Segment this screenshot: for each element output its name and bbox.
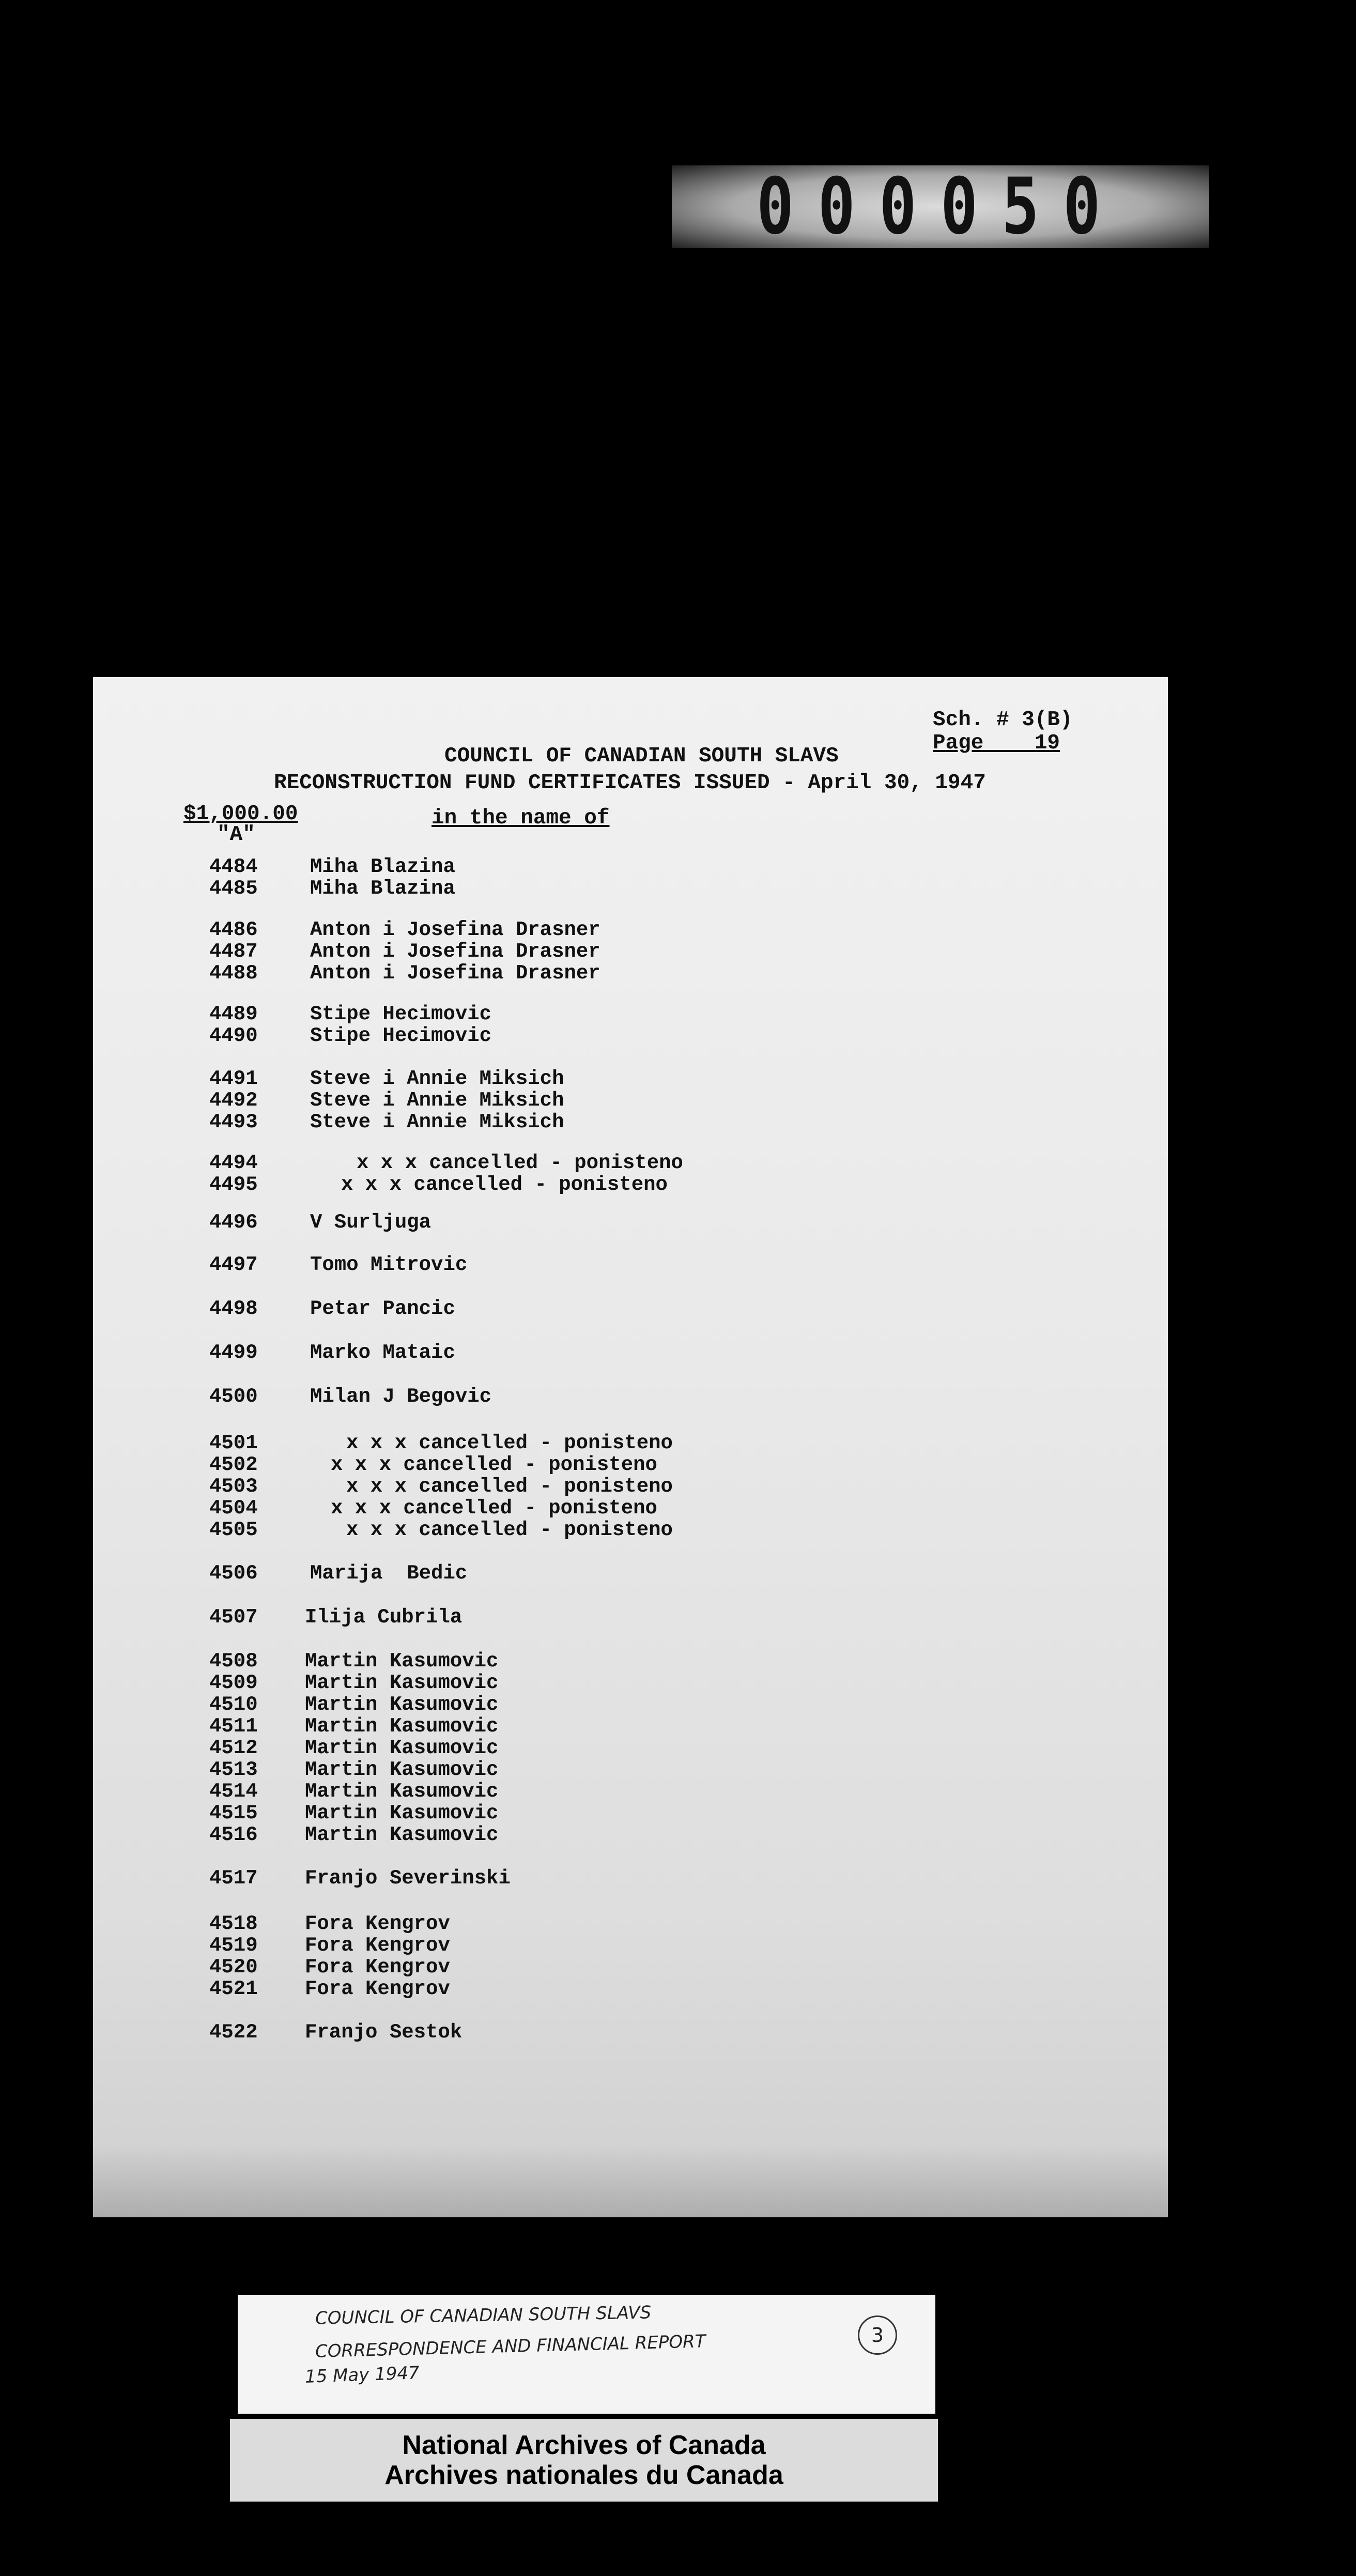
certificate-row: [93, 855, 1127, 878]
certificate-row: [93, 1297, 1127, 1320]
scan-shadow: [93, 2145, 1168, 2217]
certificate-row: [93, 1003, 1127, 1025]
name-column-heading: in the name of: [432, 806, 610, 830]
certificate-holder-name: x x x cancelled - ponisteno: [346, 1432, 673, 1454]
certificate-holder-name: Martin Kasumovic: [305, 1758, 499, 1781]
certificate-row: [93, 1385, 1127, 1408]
certificate-row: [93, 918, 1127, 941]
certificate-number: 4495: [209, 1173, 258, 1196]
certificate-number: 4519: [209, 1934, 258, 1957]
certificate-row: [93, 1912, 1127, 1935]
certificate-holder-name: Steve i Annie Miksich: [310, 1089, 564, 1112]
certificate-row: [93, 1650, 1127, 1673]
certificate-row: [93, 1715, 1127, 1738]
certificate-row: [93, 940, 1127, 963]
certificate-row: [93, 1606, 1127, 1629]
certificate-row: [93, 1867, 1127, 1890]
certificate-row: [93, 1693, 1127, 1716]
certificate-number: 4521: [209, 1977, 258, 2000]
certificate-row: [93, 1475, 1127, 1498]
certificate-number: 4511: [209, 1715, 258, 1738]
certificate-row: [93, 1802, 1127, 1824]
certificate-holder-name: Franjo Severinski: [305, 1867, 511, 1890]
certificate-number: 4493: [209, 1111, 258, 1133]
archive-label: [230, 2419, 938, 2502]
handwritten-date: 15 May 1947: [304, 2363, 420, 2387]
certificate-number: 4504: [209, 1497, 258, 1520]
certificate-holder-name: Stipe Hecimovic: [310, 1003, 492, 1025]
certificate-holder-name: Anton i Josefina Drasner: [310, 940, 600, 963]
certificate-row: [93, 1432, 1127, 1454]
certificate-holder-name: Franjo Sestok: [305, 2021, 463, 2044]
certificate-number: 4503: [209, 1475, 258, 1498]
certificate-row: [93, 1152, 1127, 1174]
certificate-holder-name: Martin Kasumovic: [305, 1672, 499, 1694]
amount-heading: $1,000.00: [183, 802, 298, 826]
archive-label-french: Archives nationales du Canada: [384, 2460, 783, 2490]
certificate-holder-name: Miha Blazina: [310, 877, 455, 900]
certificate-number: 4509: [209, 1672, 258, 1694]
certificate-row: [93, 1956, 1127, 1979]
certificate-number: 4487: [209, 940, 258, 963]
certificate-number: 4488: [209, 962, 258, 985]
certificate-number: 4497: [209, 1253, 258, 1276]
certificate-number: 4489: [209, 1003, 258, 1025]
certificate-holder-name: Anton i Josefina Drasner: [310, 962, 600, 985]
certificate-number: 4494: [209, 1152, 258, 1174]
certificate-holder-name: x x x cancelled - ponisteno: [346, 1519, 673, 1541]
certificate-row: [93, 1497, 1127, 1520]
certificate-row: [93, 1089, 1127, 1112]
certificate-row: [93, 877, 1127, 900]
certificate-row: [93, 1977, 1127, 2000]
certificate-number: 4506: [209, 1562, 258, 1585]
handwritten-file-label: [238, 2295, 935, 2414]
certificate-number: 4502: [209, 1453, 258, 1476]
certificate-number: 4515: [209, 1802, 258, 1824]
certificate-number: 4520: [209, 1956, 258, 1979]
certificate-number: 4510: [209, 1693, 258, 1716]
handwritten-line: COUNCIL OF CANADIAN SOUTH SLAVS: [315, 2302, 652, 2329]
certificate-number: 4500: [209, 1385, 258, 1408]
certificate-row: [93, 1672, 1127, 1694]
certificate-holder-name: Steve i Annie Miksich: [310, 1111, 564, 1133]
certificate-holder-name: x x x cancelled - ponisteno: [331, 1497, 657, 1520]
certificate-row: [93, 1737, 1127, 1759]
archive-label-english: National Archives of Canada: [402, 2430, 766, 2460]
frame-number: 000050: [757, 162, 1124, 252]
certificate-number: 4512: [209, 1737, 258, 1759]
certificate-holder-name: Fora Kengrov: [305, 1934, 450, 1957]
certificate-row: [93, 1823, 1127, 1846]
certificate-row: [93, 1519, 1127, 1541]
certificate-row: [93, 1934, 1127, 1957]
certificate-holder-name: Fora Kengrov: [305, 1912, 450, 1935]
document-title: COUNCIL OF CANADIAN SOUTH SLAVS: [444, 744, 839, 768]
certificate-row: [93, 1253, 1127, 1276]
certificate-holder-name: Martin Kasumovic: [305, 1693, 499, 1716]
document-page: [93, 677, 1168, 2217]
certificate-row: [93, 1067, 1127, 1090]
certificate-holder-name: x x x cancelled - ponisteno: [331, 1453, 657, 1476]
certificate-holder-name: V Surljuga: [310, 1211, 432, 1234]
certificate-number: 4496: [209, 1211, 258, 1234]
certificate-holder-name: Marko Mataic: [310, 1341, 455, 1364]
certificate-holder-name: Petar Pancic: [310, 1297, 455, 1320]
schedule-reference: Sch. # 3(B): [933, 708, 1073, 732]
certificate-holder-name: Ilija Cubrila: [305, 1606, 463, 1629]
certificate-number: 4508: [209, 1650, 258, 1673]
certificate-row: [93, 1341, 1127, 1364]
page-number: Page 19: [933, 731, 1060, 755]
certificate-row: [93, 1758, 1127, 1781]
frame-number-plate: [672, 162, 1209, 252]
certificate-holder-name: Martin Kasumovic: [305, 1780, 499, 1803]
certificate-holder-name: Fora Kengrov: [305, 1956, 450, 1979]
certificate-number: 4484: [209, 855, 258, 878]
certificate-row: [93, 2021, 1127, 2044]
certificate-row: [93, 1453, 1127, 1476]
certificate-number: 4516: [209, 1823, 258, 1846]
certificate-holder-name: Martin Kasumovic: [305, 1802, 499, 1824]
certificate-number: 4501: [209, 1432, 258, 1454]
certificate-number: 4513: [209, 1758, 258, 1781]
certificate-holder-name: Tomo Mitrovic: [310, 1253, 468, 1276]
certificate-row: [93, 1111, 1127, 1133]
certificate-holder-name: Martin Kasumovic: [305, 1650, 499, 1673]
series-marker: "A": [217, 823, 255, 847]
certificate-number: 4491: [209, 1067, 258, 1090]
certificate-row: [93, 1024, 1127, 1047]
certificate-holder-name: Milan J Begovic: [310, 1385, 492, 1408]
certificate-number: 4517: [209, 1867, 258, 1890]
document-subtitle: RECONSTRUCTION FUND CERTIFICATES ISSUED - April 30, 1947: [274, 771, 986, 795]
certificate-number: 4507: [209, 1606, 258, 1629]
certificate-number: 4490: [209, 1024, 258, 1047]
certificate-holder-name: Marija Bedic: [310, 1562, 468, 1585]
certificate-holder-name: Martin Kasumovic: [305, 1715, 499, 1738]
certificate-number: 4498: [209, 1297, 258, 1320]
certificate-row: [93, 1173, 1127, 1196]
certificate-holder-name: x x x cancelled - ponisteno: [341, 1173, 668, 1196]
certificate-number: 4486: [209, 918, 258, 941]
certificate-row: [93, 962, 1127, 985]
certificate-number: 4514: [209, 1780, 258, 1803]
certificate-holder-name: Anton i Josefina Drasner: [310, 918, 600, 941]
certificate-row: [93, 1562, 1127, 1585]
certificate-row: [93, 1211, 1127, 1234]
certificate-holder-name: Martin Kasumovic: [305, 1737, 499, 1759]
circled-number: 3: [858, 2316, 897, 2355]
certificate-holder-name: Fora Kengrov: [305, 1977, 450, 2000]
certificate-holder-name: x x x cancelled - ponisteno: [357, 1152, 683, 1174]
certificate-number: 4522: [209, 2021, 258, 2044]
certificate-number: 4485: [209, 877, 258, 900]
certificate-holder-name: Martin Kasumovic: [305, 1823, 499, 1846]
certificate-row: [93, 1780, 1127, 1803]
certificate-number: 4492: [209, 1089, 258, 1112]
certificate-holder-name: x x x cancelled - ponisteno: [346, 1475, 673, 1498]
certificate-holder-name: Miha Blazina: [310, 855, 455, 878]
certificate-number: 4518: [209, 1912, 258, 1935]
certificate-holder-name: Stipe Hecimovic: [310, 1024, 492, 1047]
handwritten-line: CORRESPONDENCE AND FINANCIAL REPORT: [315, 2331, 706, 2362]
certificate-holder-name: Steve i Annie Miksich: [310, 1067, 564, 1090]
certificate-number: 4499: [209, 1341, 258, 1364]
certificate-number: 4505: [209, 1519, 258, 1541]
